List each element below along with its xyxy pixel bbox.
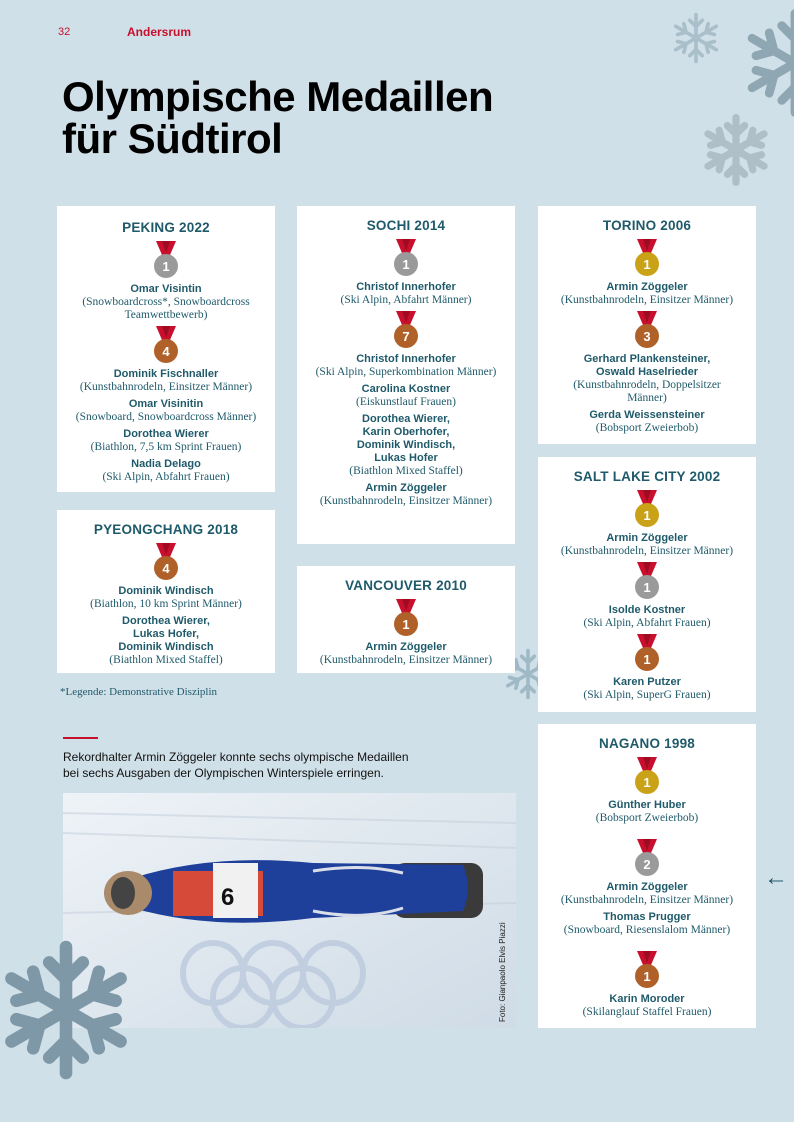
athlete-name: Armin Zöggeler [606,532,688,544]
card-torino-2006 [538,206,756,444]
discipline: (Kunstbahnrodeln, Einsitzer Männer) [319,495,493,507]
medal-rank: 1 [643,775,651,790]
card-title: VANCOUVER 2010 [345,578,467,593]
athlete-name: Carolina Kostner [361,383,451,395]
photo-credit: Foto: Gianpaolo Elvis Piazzi [498,922,507,1022]
medal-bronze-icon [634,951,660,989]
athlete-name: Christof Innerhofer [356,281,456,293]
athlete-name: Armin Zöggeler [606,881,688,893]
svg-text:6: 6 [221,884,235,911]
photo-caption: Rekordhalter Armin Zöggeler konnte sechs olympische Medaillen bei sechs Ausgaben der Olympischen Winterspiele erringen. [63,750,409,780]
page-number: 32 [58,26,71,38]
card-title: NAGANO 1998 [599,736,695,751]
card-title: PEKING 2022 [122,220,210,235]
medal-rank: 2 [643,857,651,872]
card-sochi-2014 [297,206,515,544]
medal-rank: 1 [402,617,410,632]
medal-silver-icon [634,839,660,877]
athlete-name: Dorothea Wierer, Lukas Hofer, Dominik Windisch [118,615,214,653]
snowflake-icon [0,940,136,1080]
medal-silver-icon [634,562,660,600]
athlete-name: Thomas Prugger [603,911,691,923]
discipline: (Skilanglauf Staffel Frauen) [582,1006,712,1018]
discipline: (Ski Alpin, Abfahrt Frauen) [583,617,711,629]
discipline: (Ski Alpin, Superkombination Männer) [315,366,497,378]
snowflake-icon [740,8,794,118]
snowflake-icon [670,12,722,64]
discipline: (Kunstbahnrodeln, Einsitzer Männer) [560,294,734,306]
athlete-name: Dorothea Wierer [123,428,209,440]
medal-rank: 1 [643,257,651,272]
discipline: (Biathlon, 7,5 km Sprint Frauen) [90,441,242,453]
medal-gold-icon [634,757,660,795]
athlete-name: Dorothea Wierer, Karin Oberhofer, Dominik Windisch, Lukas Hofer [356,413,456,464]
discipline: (Kunstbahnrodeln, Einsitzer Männer) [560,894,734,906]
discipline: (Kunstbahnrodeln, Doppelsitzer Männer) [573,379,721,404]
discipline: (Ski Alpin, Abfahrt Frauen) [102,471,230,483]
discipline: (Snowboard, Riesenslalom Männer) [563,924,731,936]
medal-bronze-icon [393,311,419,349]
card-salt-lake-city-2002 [538,457,756,712]
athlete-name: Omar Visinitin [128,398,204,410]
medal-rank: 7 [402,329,410,344]
snowflake-icon [700,114,772,186]
medal-silver-icon [153,241,179,279]
athlete-name: Dominik Windisch [118,585,214,597]
discipline: (Bobsport Zweierbob) [595,422,699,434]
discipline: (Bobsport Zweierbob) [595,812,699,824]
discipline: (Kunstbahnrodeln, Einsitzer Männer) [319,654,493,666]
card-pyeongchang-2018 [57,510,275,673]
medal-rank: 3 [643,329,651,344]
athlete-name: Armin Zöggeler [365,641,447,653]
medal-silver-icon [393,239,419,277]
medal-bronze-icon [153,326,179,364]
athlete-name: Dominik Fischnaller [113,368,219,380]
discipline: (Biathlon Mixed Staffel) [109,654,223,666]
medal-bronze-icon [393,599,419,637]
medal-rank: 4 [162,344,170,359]
athlete-name: Gerda Weissensteiner [589,409,705,421]
discipline: (Biathlon Mixed Staffel) [349,465,463,477]
medal-bronze-icon [153,543,179,581]
athlete-name: Nadia Delago [131,458,201,470]
discipline: (Ski Alpin, SuperG Frauen) [583,689,711,701]
card-title: TORINO 2006 [602,218,692,233]
card-title: SOCHI 2014 [366,218,446,233]
medal-rank: 1 [162,259,170,274]
athlete-name: Gerhard Plankensteiner, Oswald Haselrieder [583,353,711,378]
athlete-name: Armin Zöggeler [606,281,688,293]
medal-rank: 1 [402,257,410,272]
medal-gold-icon [634,239,660,277]
section-label: Andersrum [127,25,192,39]
accent-divider [63,737,98,739]
discipline: (Snowboardcross*, Snowboardcross Teamwettbewerb) [82,296,250,321]
athlete-name: Karen Putzer [613,676,681,688]
medal-rank: 1 [643,580,651,595]
medal-rank: 4 [162,561,170,576]
athlete-name: Günther Huber [608,799,686,811]
athlete-name: Armin Zöggeler [365,482,447,494]
page-title [62,73,662,162]
legend-note: *Legende: Demonstrative Disziplin [60,686,218,698]
discipline: (Kunstbahnrodeln, Einsitzer Männer) [560,545,734,557]
card-title: PYEONGCHANG 2018 [93,522,239,537]
medal-rank: 1 [643,969,651,984]
title-line-2: für Südtirol [62,115,283,162]
card-nagano-1998 [538,724,756,1028]
athlete-name: Isolde Kostner [608,604,686,616]
card-vancouver-2010 [297,566,515,673]
card-title: SALT LAKE CITY 2002 [573,469,721,484]
medal-rank: 1 [643,508,651,523]
medal-gold-icon [634,490,660,528]
discipline: (Snowboard, Snowboardcross Männer) [75,411,257,423]
medal-bronze-icon [634,311,660,349]
athlete-name: Karin Moroder [609,993,685,1005]
athlete-name: Christof Innerhofer [356,353,456,365]
discipline: (Ski Alpin, Abfahrt Männer) [340,294,472,306]
discipline: (Biathlon, 10 km Sprint Männer) [90,598,242,610]
medal-rank: 1 [643,652,651,667]
athlete-name: Omar Visintin [130,283,202,295]
arrow-left-icon[interactable]: ← [764,864,788,891]
medal-bronze-icon [634,634,660,672]
discipline: (Kunstbahnrodeln, Einsitzer Männer) [79,381,253,393]
card-peking-2022 [57,206,275,492]
title-line-1: Olympische Medaillen [62,73,494,120]
discipline: (Eiskunstlauf Frauen) [356,396,456,408]
